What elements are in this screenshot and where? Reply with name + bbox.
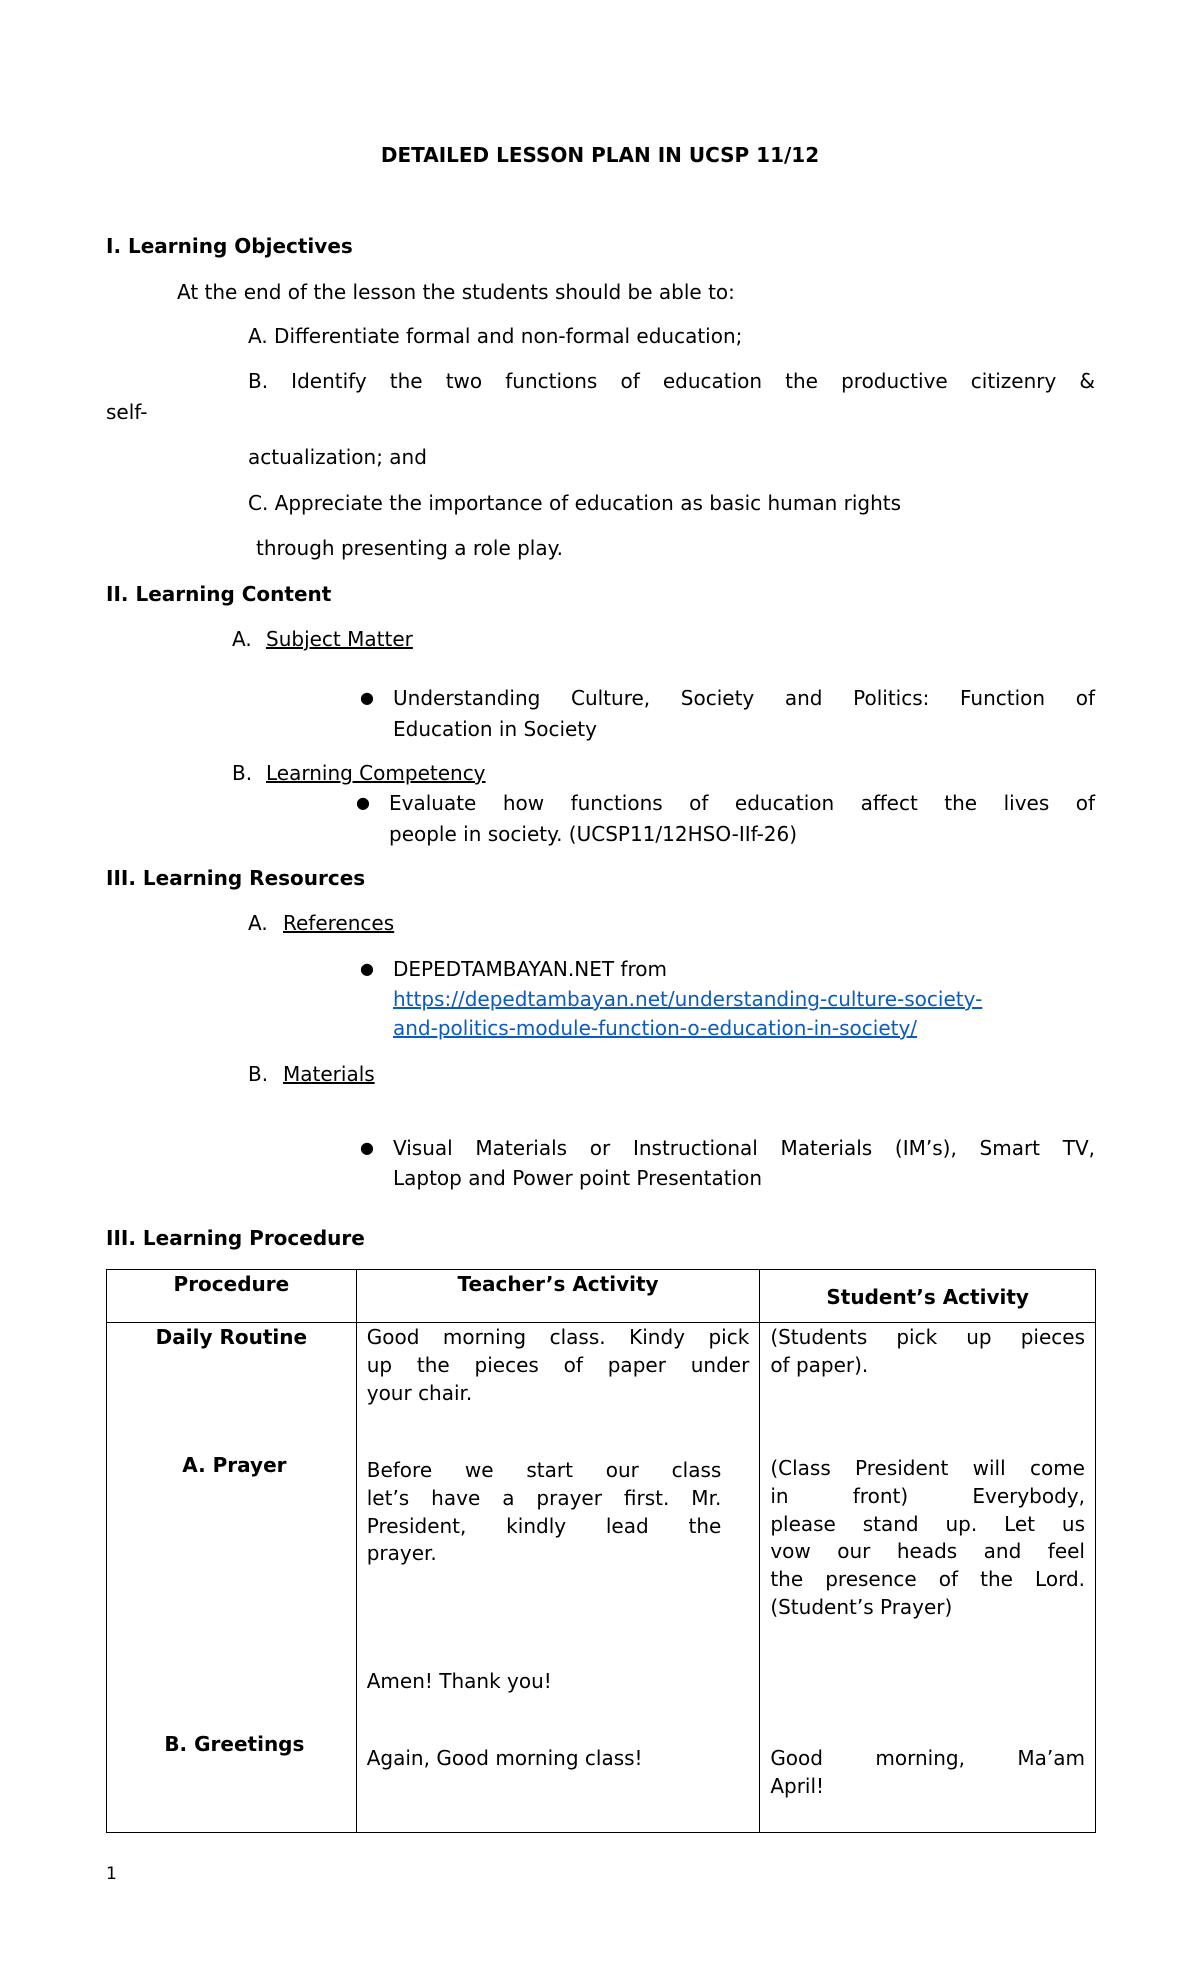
prayer-teacher-text: Before we start our class let’s have a prayer first. Mr. President, kindly lead the prayer. — [366, 1458, 722, 1566]
resources-heading: III. Learning Resources — [106, 866, 366, 890]
competency-item-line2: people in society. (UCSP11/12HSO-IIf-26) — [389, 822, 798, 846]
greetings-label: B. Greetings — [164, 1732, 305, 1756]
subject-matter-title: Subject Matter — [266, 627, 413, 651]
page-number: 1 — [106, 1864, 117, 1884]
prayer-teacher-text-2: Amen! Thank you! — [366, 1669, 552, 1693]
reference-text: DEPEDTAMBAYAN.NET from — [393, 957, 667, 981]
references-title: References — [283, 911, 395, 935]
content-heading: II. Learning Content — [106, 582, 332, 606]
prayer-student-text: (Class President will come in front) Everybody, please stand up. Let us vow our heads and feel the presence of the Lord. (Student’s Prayer) — [770, 1456, 1085, 1619]
subject-matter-label: A. — [232, 627, 252, 651]
greetings-teacher-text: Again, Good morning class! — [366, 1746, 643, 1770]
subject-matter-item-line1: Understanding Culture, Society and Politics: Function of — [393, 686, 1095, 710]
prayer-label: A. Prayer — [182, 1453, 287, 1477]
objective-b-line2: self- — [106, 400, 148, 424]
reference-link-line2[interactable]: and-politics-module-function-o-education-in-society/ — [393, 1016, 918, 1040]
table-header-row — [107, 1270, 1096, 1323]
reference-link-line1[interactable]: https://depedtambayan.net/understanding-culture-society- — [393, 987, 983, 1011]
daily-student-text: (Students pick up pieces of paper). — [770, 1325, 1085, 1377]
objectives-heading: I. Learning Objectives — [106, 234, 353, 258]
competency-title: Learning Competency — [266, 761, 486, 785]
objective-b-line3: actualization; and — [248, 445, 427, 469]
bullet-icon: ● — [360, 1138, 374, 1157]
header-procedure: Procedure — [107, 1270, 357, 1323]
teacher-activity-cell — [356, 1323, 760, 1833]
subject-matter-item-line2: Education in Society — [393, 717, 597, 741]
competency-item-line1: Evaluate how functions of education affect the lives of — [389, 791, 1095, 815]
table-row — [107, 1323, 1096, 1833]
bullet-icon: ● — [360, 959, 374, 978]
procedure-cell — [107, 1323, 357, 1833]
references-label: A. — [248, 911, 268, 935]
materials-label: B. — [248, 1062, 269, 1086]
document-title: DETAILED LESSON PLAN IN UCSP 11/12 — [380, 143, 820, 167]
objective-b-line1: B. Identify the two functions of education the productive citizenry & — [248, 369, 1095, 393]
objective-a: A. Differentiate formal and non-formal education; — [248, 324, 743, 348]
header-student-activity: Student’s Activity — [760, 1270, 1096, 1323]
greetings-student-text: Good morning, Ma’am April! — [770, 1746, 1085, 1798]
objective-c-line2: through presenting a role play. — [256, 536, 563, 560]
procedure-heading: III. Learning Procedure — [106, 1226, 365, 1250]
daily-routine-label: Daily Routine — [155, 1325, 308, 1349]
student-activity-cell — [760, 1323, 1096, 1833]
materials-title: Materials — [283, 1062, 375, 1086]
objectives-intro: At the end of the lesson the students should be able to: — [177, 280, 735, 304]
bullet-icon: ● — [360, 688, 374, 707]
bullet-icon: ● — [356, 793, 370, 812]
daily-teacher-text: Good morning class. Kindy pick up the pieces of paper under your chair. — [366, 1325, 750, 1405]
header-teacher-activity: Teacher’s Activity — [356, 1270, 760, 1323]
procedure-table — [106, 1269, 1096, 1833]
materials-line2: Laptop and Power point Presentation — [393, 1166, 763, 1190]
materials-line1: Visual Materials or Instructional Materials (IM’s), Smart TV, — [393, 1136, 1095, 1160]
objective-c-line1: C. Appreciate the importance of education as basic human rights — [248, 491, 902, 515]
competency-label: B. — [232, 761, 253, 785]
